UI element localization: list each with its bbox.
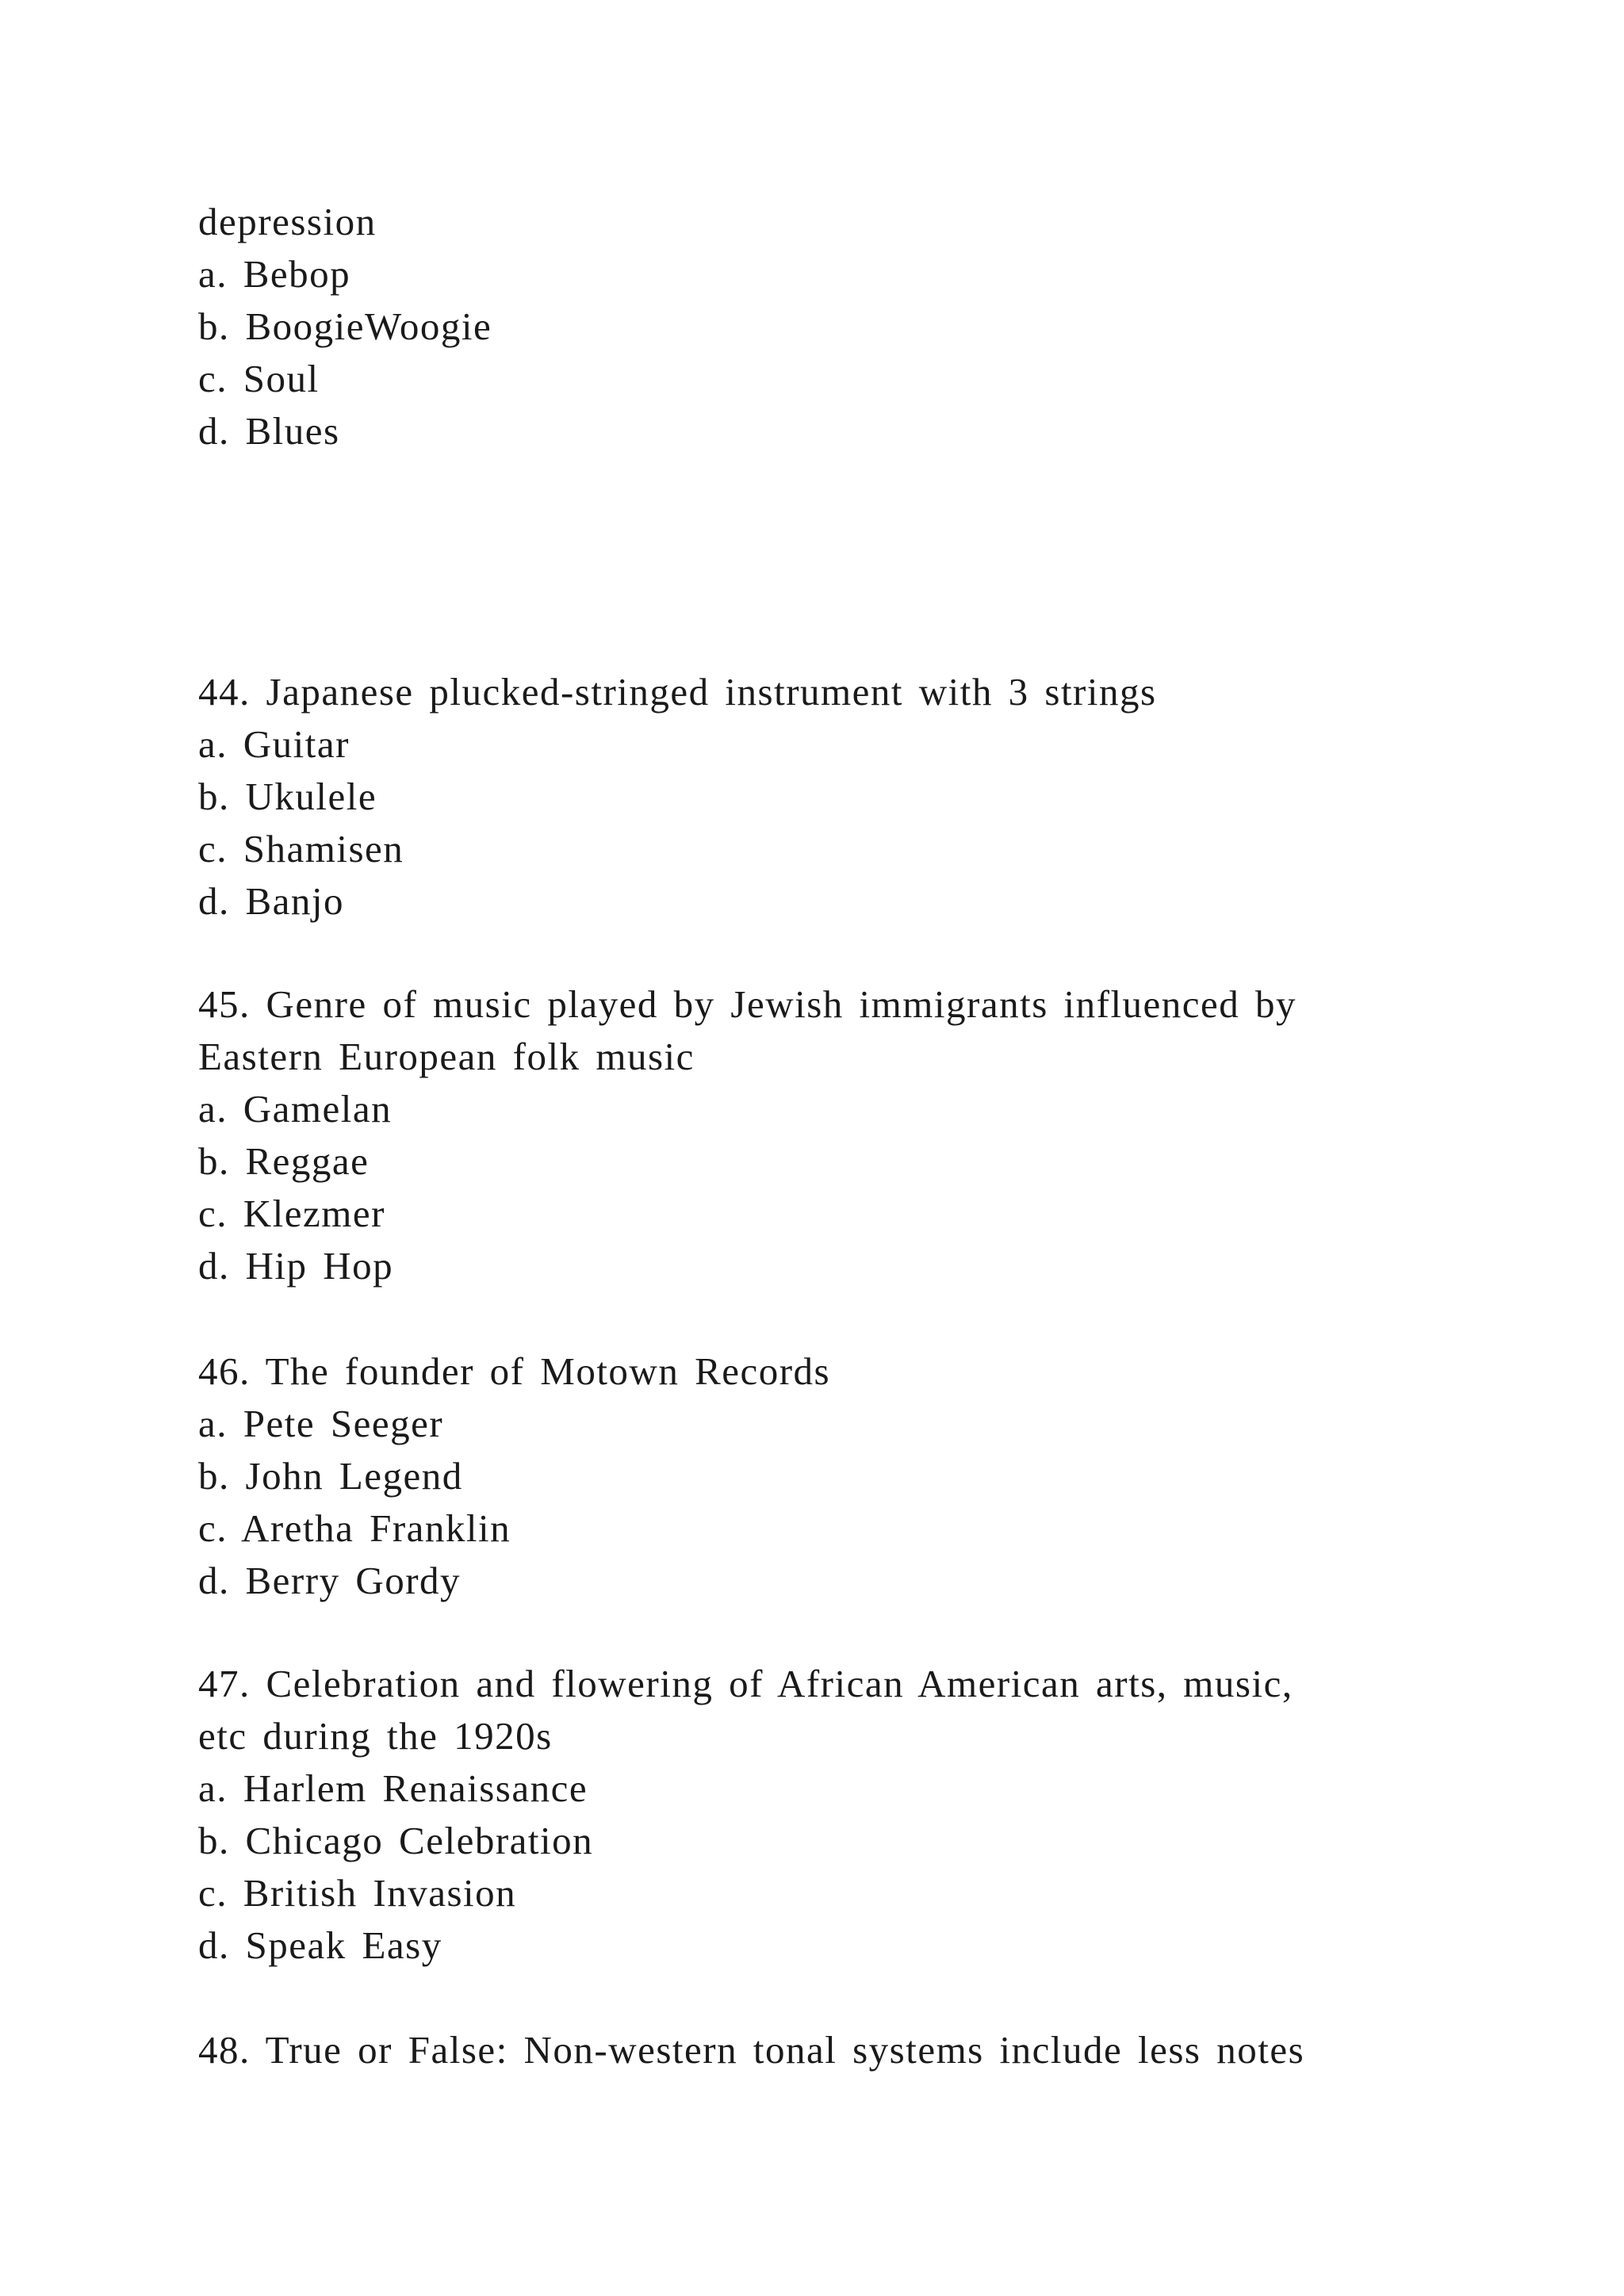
answer-option-d: d. Blues [198, 409, 340, 453]
answer-option-c: c. Shamisen [198, 827, 404, 871]
answer-option-b: b. BoogieWoogie [198, 304, 492, 348]
answer-option-c: c. Soul [198, 357, 320, 400]
answer-option-c: c. Aretha Franklin [198, 1506, 511, 1550]
answer-option-b: b. Ukulele [198, 775, 377, 818]
question-prompt-line: 47. Celebration and flowering of African American arts, music, [198, 1662, 1293, 1705]
question-45 [198, 978, 1435, 1292]
answer-option-a: a. Guitar [198, 722, 350, 766]
question-prompt-line: 48. True or False: Non-western tonal systems include less notes [198, 2028, 1305, 2072]
answer-option-d: d. Speak Easy [198, 1923, 442, 1967]
question-44 [198, 666, 1435, 928]
answer-option-d: d. Berry Gordy [198, 1559, 462, 1602]
answer-option-b: b. Chicago Celebration [198, 1819, 594, 1862]
answer-option-c: c. Klezmer [198, 1192, 385, 1235]
question-47 [198, 1658, 1435, 1972]
question-prompt-line: etc during the 1920s [198, 1714, 553, 1758]
question-prompt-line: Eastern European folk music [198, 1035, 695, 1078]
answer-option-b: b. Reggae [198, 1139, 370, 1183]
answer-option-d: d. Hip Hop [198, 1244, 394, 1288]
answer-option-a: a. Bebop [198, 252, 351, 296]
question-prompt-line: 46. The founder of Motown Records [198, 1349, 831, 1393]
answer-option-a: a. Harlem Renaissance [198, 1766, 588, 1810]
question-prompt-line: depression [198, 200, 377, 243]
answer-option-d: d. Banjo [198, 879, 345, 923]
question-prompt-line: 45. Genre of music played by Jewish immigrants influenced by [198, 982, 1297, 1026]
answer-option-c: c. British Invasion [198, 1871, 517, 1915]
question-43 [198, 196, 1435, 457]
question-48 [198, 2024, 1435, 2076]
question-prompt-line: 44. Japanese plucked-stringed instrument with 3 strings [198, 670, 1157, 714]
answer-option-b: b. John Legend [198, 1454, 463, 1498]
answer-option-a: a. Gamelan [198, 1087, 393, 1131]
answer-option-a: a. Pete Seeger [198, 1402, 444, 1445]
question-46 [198, 1345, 1435, 1607]
